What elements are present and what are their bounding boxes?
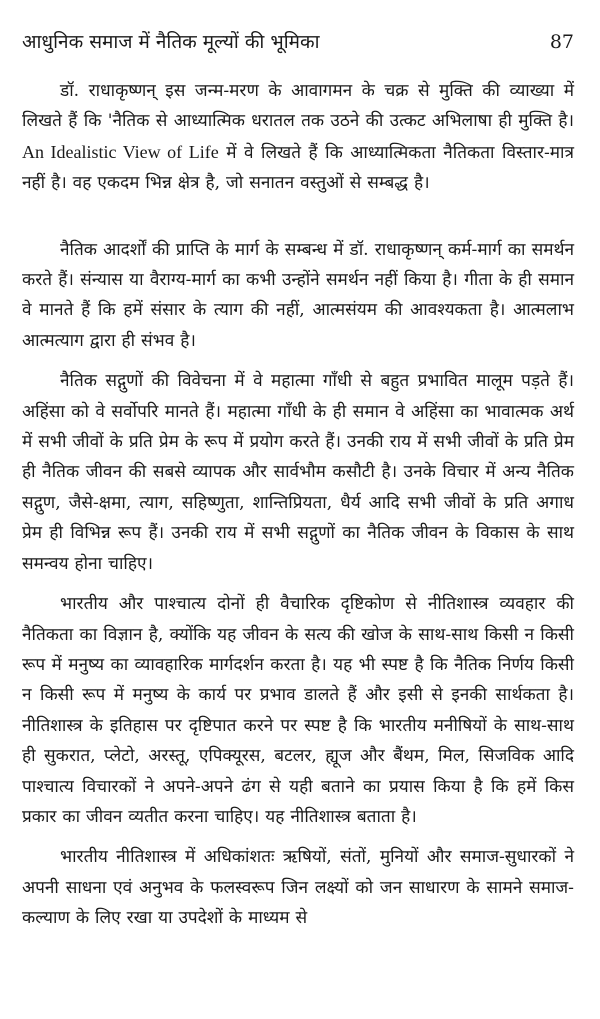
paragraph-1 [22,76,574,199]
paragraph-2: नैतिक आदर्शों की प्राप्ति के मार्ग के सम्बन्ध में डॉ. राधाकृष्णन् कर्म-मार्ग का समर्थन करते हैं। संन्यास या वैराग्य-मार्ग का कभी उन्होंने समर्थन नहीं किया है। गीता के ही समान वे मानते हैं कि हमें संसार के त्याग की नहीं, आत्मसंयम की आवश्यकता है। आत्मलाभ आत्मत्याग द्वारा ही संभव है। [22,239,574,351]
book-title-english: An Idealistic View of Life [22,141,219,162]
running-header [22,28,574,58]
page-body [22,76,574,944]
paragraph-3: नैतिक सद्गुणों की विवेचना में वे महात्मा गाँधी से बहुत प्रभावित मालूम पड़ते हैं। अहिंसा को वे सर्वोपरि मानते हैं। महात्मा गाँधी के ही समान वे अहिंसा का भावात्मक अर्थ में सभी जीवों के प्रति प्रेम के रूप में प्रयोग करते हैं। उनकी राय में सभी जीवों के प्रति प्रेम ही नैतिक जीवन की सबसे व्यापक और सार्वभौम कसौटी है। उनके विचार में अन्य नैतिक सद्गुण, जैसे-क्षमा, त्याग, सहिष्णुता, शान्तिप्रियता, धैर्य आदि सभी जीवों के प्रति अगाध प्रेम ही विभिन्न रूप हैं। उनकी राय में सभी सद्गुणों का नैतिक जीवन के विकास के साथ समन्वय होना चाहिए। [22,371,574,574]
paragraph-1-text-a: डॉ. राधाकृष्णन् इस जन्म-मरण के आवागमन के चक्र से मुक्ति की व्याख्या में लिखते हैं कि 'नैतिक से आध्यात्मिक धरातल तक उठने की उत्कट अभिलाषा ही मुक्ति है। [22,81,574,132]
paragraph-4: भारतीय और पाश्चात्य दोनों ही वैचारिक दृष्टिकोण से नीतिशास्त्र व्यवहार की नैतिकता का विज्ञान है, क्योंकि यह जीवन के सत्य की खोज के साथ-साथ किसी न किसी रूप में मनुष्य का व्यावहारिक मार्गदर्शन करता है। यह भी स्पष्ट है कि नैतिक निर्णय किसी न किसी रूप में मनुष्य के कार्य पर प्रभाव डालते हैं और इसी से इनकी सार्थकता है। नीतिशास्त्र के इतिहास पर दृष्टिपात करने पर स्पष्ट है कि भारतीय मनीषियों के साथ-साथ ही सुकरात, प्लेटो, अरस्तू, एपिक्यूरस, बटलर, ह्यूज और बैंथम, मिल, सिजविक आदि पाश्चात्य विचारकों ने अपने-अपने ढंग से यही बताने का प्रयास किया है कि हमें किस प्रकार का जीवन व्यतीत करना चाहिए। यह नीतिशास्त्र बताता है। [22,594,574,827]
paragraph-1-text-b: में वे लिखते हैं कि आध्यात्मिकता नैतिकता विस्तार-मात्र नहीं है। वह एकदम भिन्न क्षेत्र है, जो सनातन वस्तुओं से सम्बद्ध है। [22,142,574,194]
paragraph-5: भारतीय नीतिशास्त्र में अधिकांशतः ऋषियों, संतों, मुनियों और समाज-सुधारकों ने अपनी साधना एवं अनुभव के फलस्वरूप जिन लक्ष्यों को जन साधारण के सामने समाज-कल्याण के लिए रखा या उपदेशों के माध्यम से [22,847,574,929]
page-number: 87 [549,31,574,53]
chapter-title: आधुनिक समाज में नैतिक मूल्यों की भूमिका [22,31,320,53]
